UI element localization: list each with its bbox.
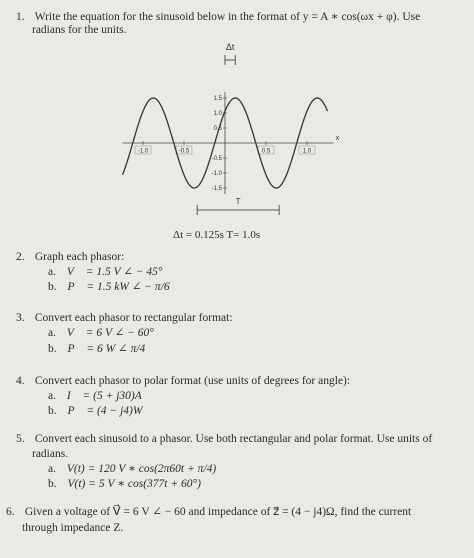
item-label: a.	[48, 327, 56, 339]
question-1	[16, 10, 420, 24]
question-number: 2.	[16, 251, 25, 263]
question-3a	[48, 326, 154, 340]
question-6-line1: Given a voltage of V⃗ = 6 V ∠ − 60 and impedance of z⃗ = (4 − j4)Ω, find the current	[24, 506, 412, 518]
question-3-title: Convert each phasor to rectangular format:	[34, 312, 233, 324]
question-4	[16, 374, 350, 388]
question-number: 5.	[16, 433, 25, 445]
question-number: 1.	[16, 11, 25, 23]
item-text: V(t) = 120 V ∗ cos(2π60t + π/4)	[66, 463, 217, 475]
question-3	[16, 311, 233, 325]
x-tick-label: 1.0	[302, 148, 312, 155]
item-text: V(t) = 5 V ∗ cos(377t + 60°)	[67, 478, 201, 490]
question-6-line2: through impedance Z.	[22, 522, 124, 534]
question-5b	[48, 477, 201, 491]
item-text: P⃗ = 1.5 kW ∠ − π/6	[67, 281, 170, 293]
question-5-line2: radians.	[32, 448, 69, 460]
item-label: a.	[48, 266, 56, 278]
question-number: 3.	[16, 312, 25, 324]
x-tick-label: -1.0	[137, 148, 149, 155]
item-label: b.	[48, 343, 57, 355]
y-tick-label: -1.0	[211, 171, 222, 177]
sinusoid-graph	[110, 38, 350, 218]
question-3b	[48, 342, 145, 356]
question-4a	[48, 389, 142, 403]
item-label: b.	[48, 281, 57, 293]
item-text: V⃗ = 6 V ∠ − 60°	[66, 327, 154, 339]
y-tick-label: -0.5	[211, 156, 222, 162]
question-2-title: Graph each phasor:	[34, 251, 125, 263]
item-text: V⃗ = 1.5 V ∠ − 45°	[66, 266, 163, 278]
y-tick-label: -1.5	[211, 186, 222, 192]
question-4-title: Convert each phasor to polar format (use units of degrees for angle):	[34, 375, 351, 387]
question-6	[6, 505, 411, 519]
item-text: I⃗ = (5 + j30)A	[66, 390, 142, 402]
question-5a	[48, 462, 216, 476]
question-2a	[48, 265, 163, 279]
y-tick-label: 1.5	[213, 96, 222, 102]
item-label: a.	[48, 390, 56, 402]
graph-caption: Δt = 0.125s T= 1.0s	[173, 229, 261, 241]
item-label: b.	[48, 405, 57, 417]
question-4b	[48, 404, 142, 418]
x-tick-label: -0.5	[178, 148, 190, 155]
question-1-line2: radians for the units.	[32, 24, 127, 36]
question-number: 6.	[6, 506, 15, 518]
question-2b	[48, 280, 170, 294]
question-5-line1: Convert each sinusoid to a phasor. Use both rectangular and polar format. Use units of	[34, 433, 433, 445]
period-label: T	[235, 197, 241, 206]
item-text: P⃗ = 6 W ∠ π/4	[67, 343, 146, 355]
delta-t-label: Δt	[225, 42, 235, 52]
y-tick-label: 0.5	[213, 126, 222, 132]
item-text: P⃗ = (4 − j4)W	[67, 405, 143, 417]
question-1-line1: Write the equation for the sinusoid below in the format of y = A ∗ cos(ωx + φ). Use	[34, 11, 421, 23]
question-5	[16, 432, 432, 446]
y-tick-label: 1.0	[213, 111, 222, 117]
x-axis-label: x	[335, 135, 340, 142]
question-number: 4.	[16, 375, 25, 387]
item-label: b.	[48, 478, 57, 490]
x-tick-label: 0.5	[261, 148, 271, 155]
item-label: a.	[48, 463, 56, 475]
question-2	[16, 250, 124, 264]
